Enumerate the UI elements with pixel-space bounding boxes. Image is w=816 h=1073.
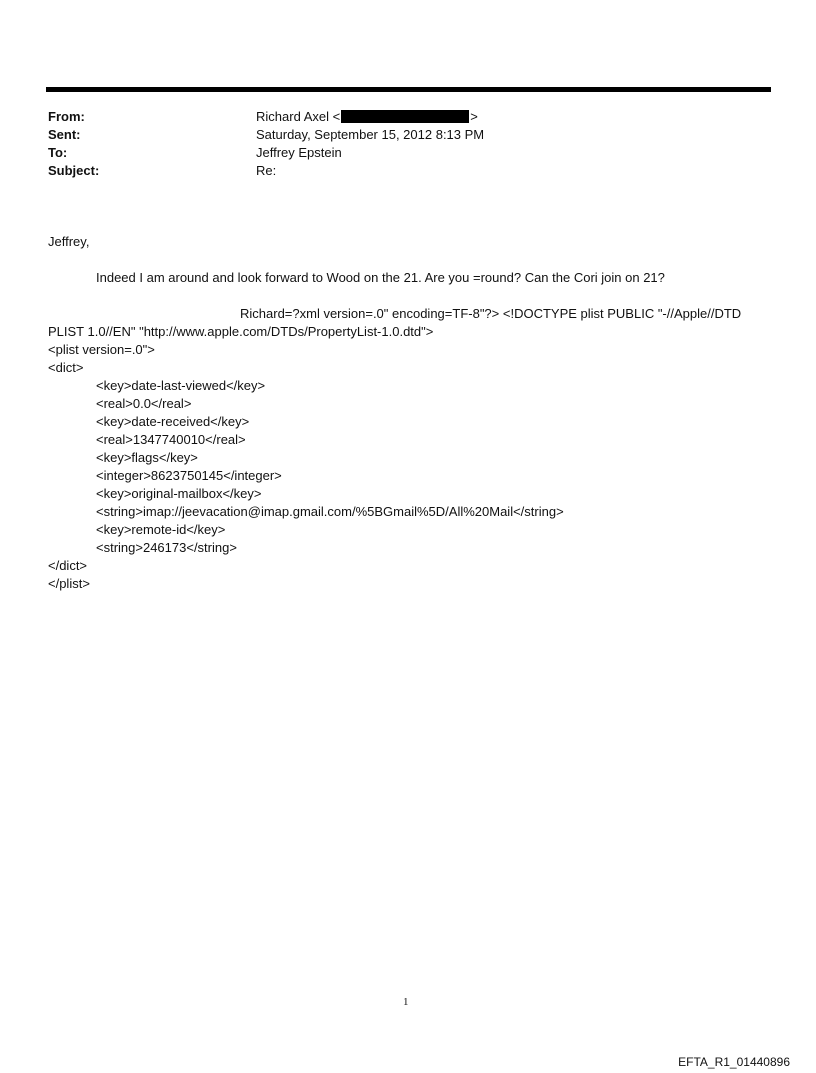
redaction-box [341,110,469,123]
plist-line: </dict> [48,558,88,573]
subject-value: Re: [256,163,277,178]
plist-line: <key>date-received</key> [96,414,250,429]
from-suffix: > [470,109,478,124]
plist-line: <dict> [48,360,84,375]
from-value [256,108,478,126]
signature-line: Richard=?xml version=.0" encoding=TF-8"?> <!DOCTYPE plist PUBLIC "-//Apple//DTD [240,306,742,321]
document-id: EFTA_R1_01440896 [678,1055,790,1069]
plist-line: </plist> [48,576,90,591]
to-value: Jeffrey Epstein [256,145,342,160]
subject-label: Subject: [48,163,100,178]
plist-line: <string>imap://jeevacation@imap.gmail.com/%5BGmail%5D/All%20Mail</string> [96,504,564,519]
sent-value: Saturday, September 15, 2012 8:13 PM [256,127,485,142]
header-rule [46,87,771,92]
sent-label: Sent: [48,127,81,142]
from-label: From: [48,109,85,124]
plist-line: <integer>8623750145</integer> [96,468,282,483]
plist-line: PLIST 1.0//EN" "http://www.apple.com/DTDs/PropertyList-1.0.dtd"> [48,324,434,339]
from-name: Richard Axel < [256,109,341,124]
plist-line: <string>246173</string> [96,540,237,555]
greeting: Jeffrey, [48,234,90,249]
page-number: 1 [403,996,409,1008]
message-paragraph: Indeed I am around and look forward to Wood on the 21. Are you =round? Can the Cori join on 21? [96,270,665,285]
plist-line: <plist version=.0"> [48,342,155,357]
plist-line: <key>flags</key> [96,450,198,465]
plist-line: <key>date-last-viewed</key> [96,378,266,393]
plist-line: <real>1347740010</real> [96,432,246,447]
plist-line: <key>original-mailbox</key> [96,486,262,501]
plist-line: <key>remote-id</key> [96,522,226,537]
plist-line: <real>0.0</real> [96,396,192,411]
to-label: To: [48,145,68,160]
